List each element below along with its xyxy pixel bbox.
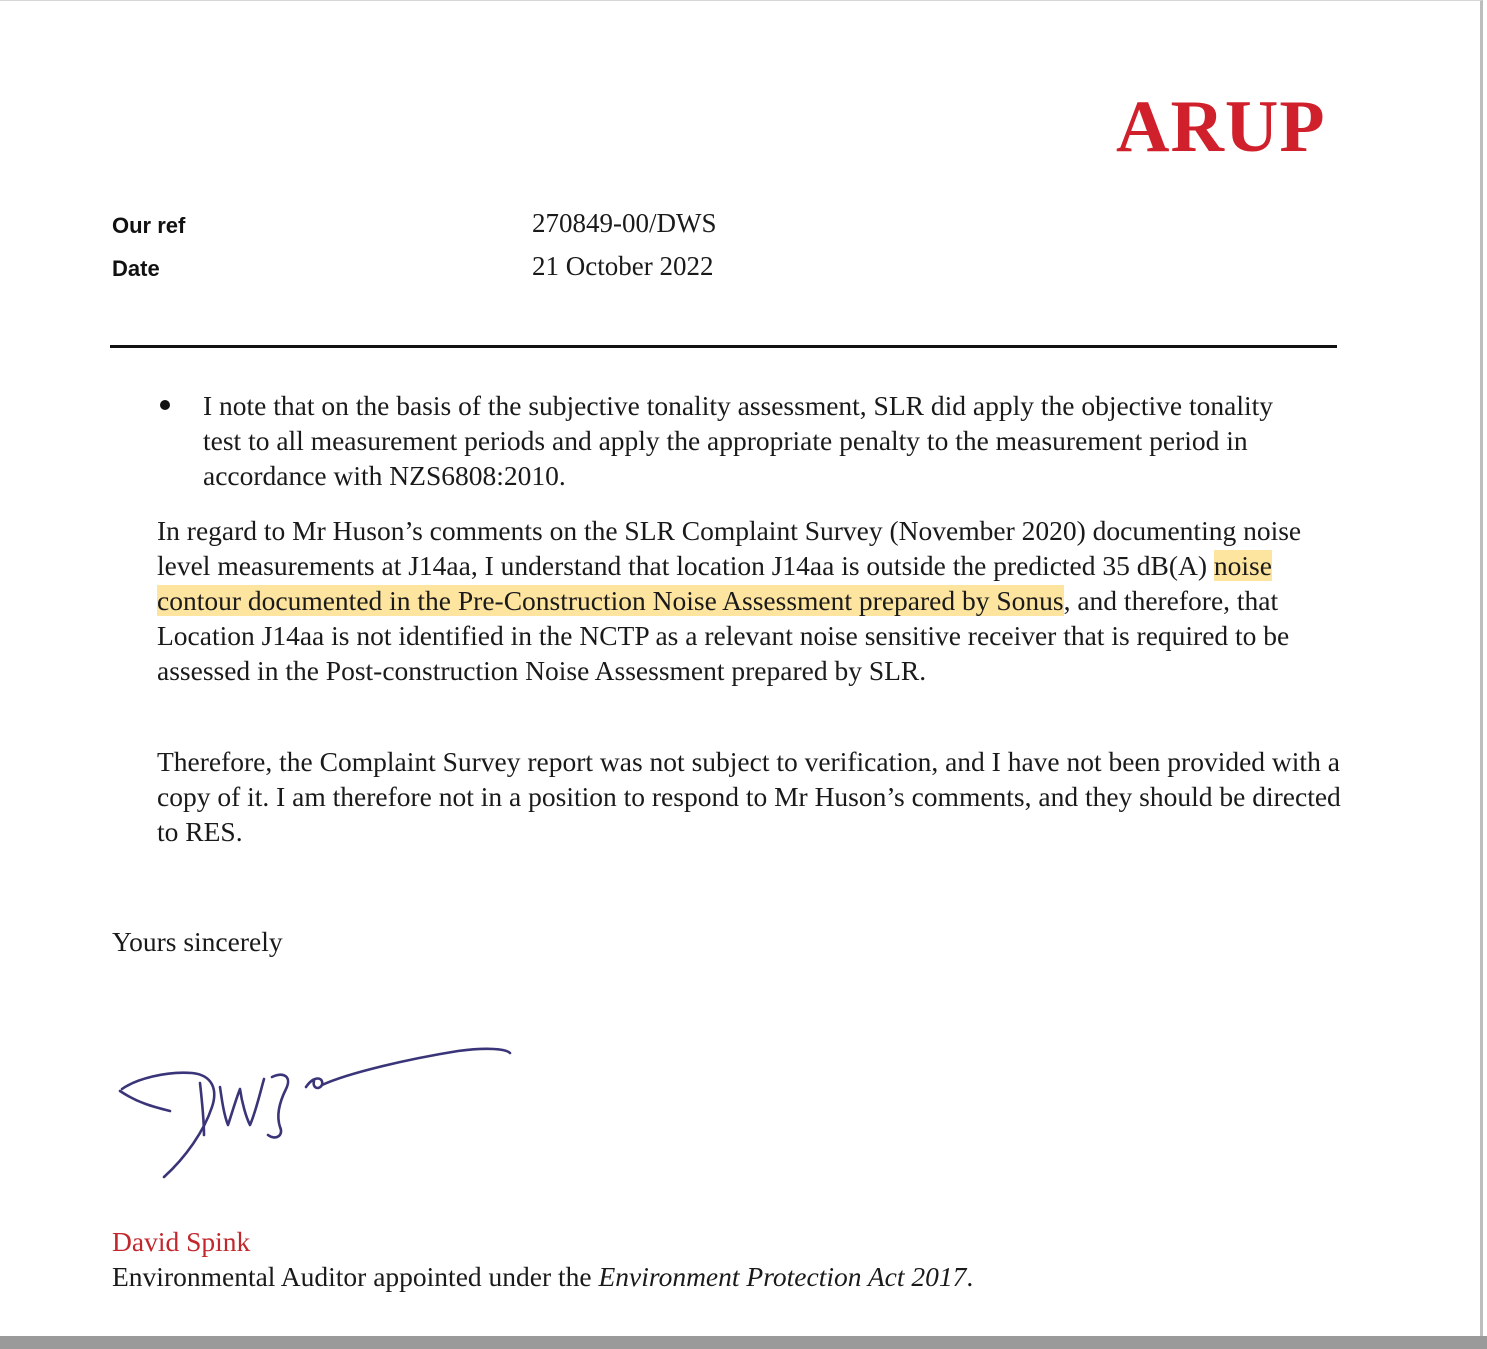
signer-title-suffix: . [966, 1261, 974, 1292]
paragraph-1-end: , and therefore, that Location J14aa is not identified in the NCTP as a relevant noise sensitive receiver that is required to be assessed in the Post-construction Noise Assessment prepared by SLR. [157, 585, 1290, 686]
bullet-paragraph: I note that on the basis of the subjective tonality assessment, SLR did apply the objective tonality test to all measurement periods and apply the appropriate penalty to the measurement period in accordance with NZS6808:2010. [203, 390, 1274, 491]
bullet-icon [160, 400, 170, 410]
signer-title [112, 1259, 973, 1294]
arup-logo: ARUP [1116, 86, 1326, 168]
signer-name: David Spink [112, 1226, 251, 1257]
date-value: 21 October 2022 [532, 251, 714, 281]
paragraph-2: Therefore, the Complaint Survey report was not subject to verification, and I have not been provided with a copy of it. I am therefore not in a position to respond to Mr Huson’s comments, and they should be directed to RES. [157, 746, 1341, 847]
handwritten-signature [108, 1031, 518, 1191]
act-name: Environment Protection Act 2017 [598, 1261, 967, 1292]
our-ref-value: 270849-00/DWS [532, 208, 717, 238]
valediction: Yours sincerely [112, 926, 283, 957]
paragraph-1-start: In regard to Mr Huson’s comments on the SLR Complaint Survey (November 2020) documenting noise level measurements at J14aa, I understand that location J14aa is outside the predicted 35 dB(A) [157, 515, 1302, 581]
viewer-bottom-scrollbar[interactable] [0, 1336, 1487, 1349]
our-ref-label: Our ref [112, 213, 186, 238]
date-label: Date [112, 256, 160, 281]
highlighted-text: noise contour documented in the Pre-Construction Noise Assessment prepared by Sonus [157, 550, 1272, 616]
paragraph-1 [157, 513, 1342, 688]
header-divider [110, 345, 1337, 348]
signer-title-prefix: Environmental Auditor appointed under the [112, 1261, 599, 1292]
